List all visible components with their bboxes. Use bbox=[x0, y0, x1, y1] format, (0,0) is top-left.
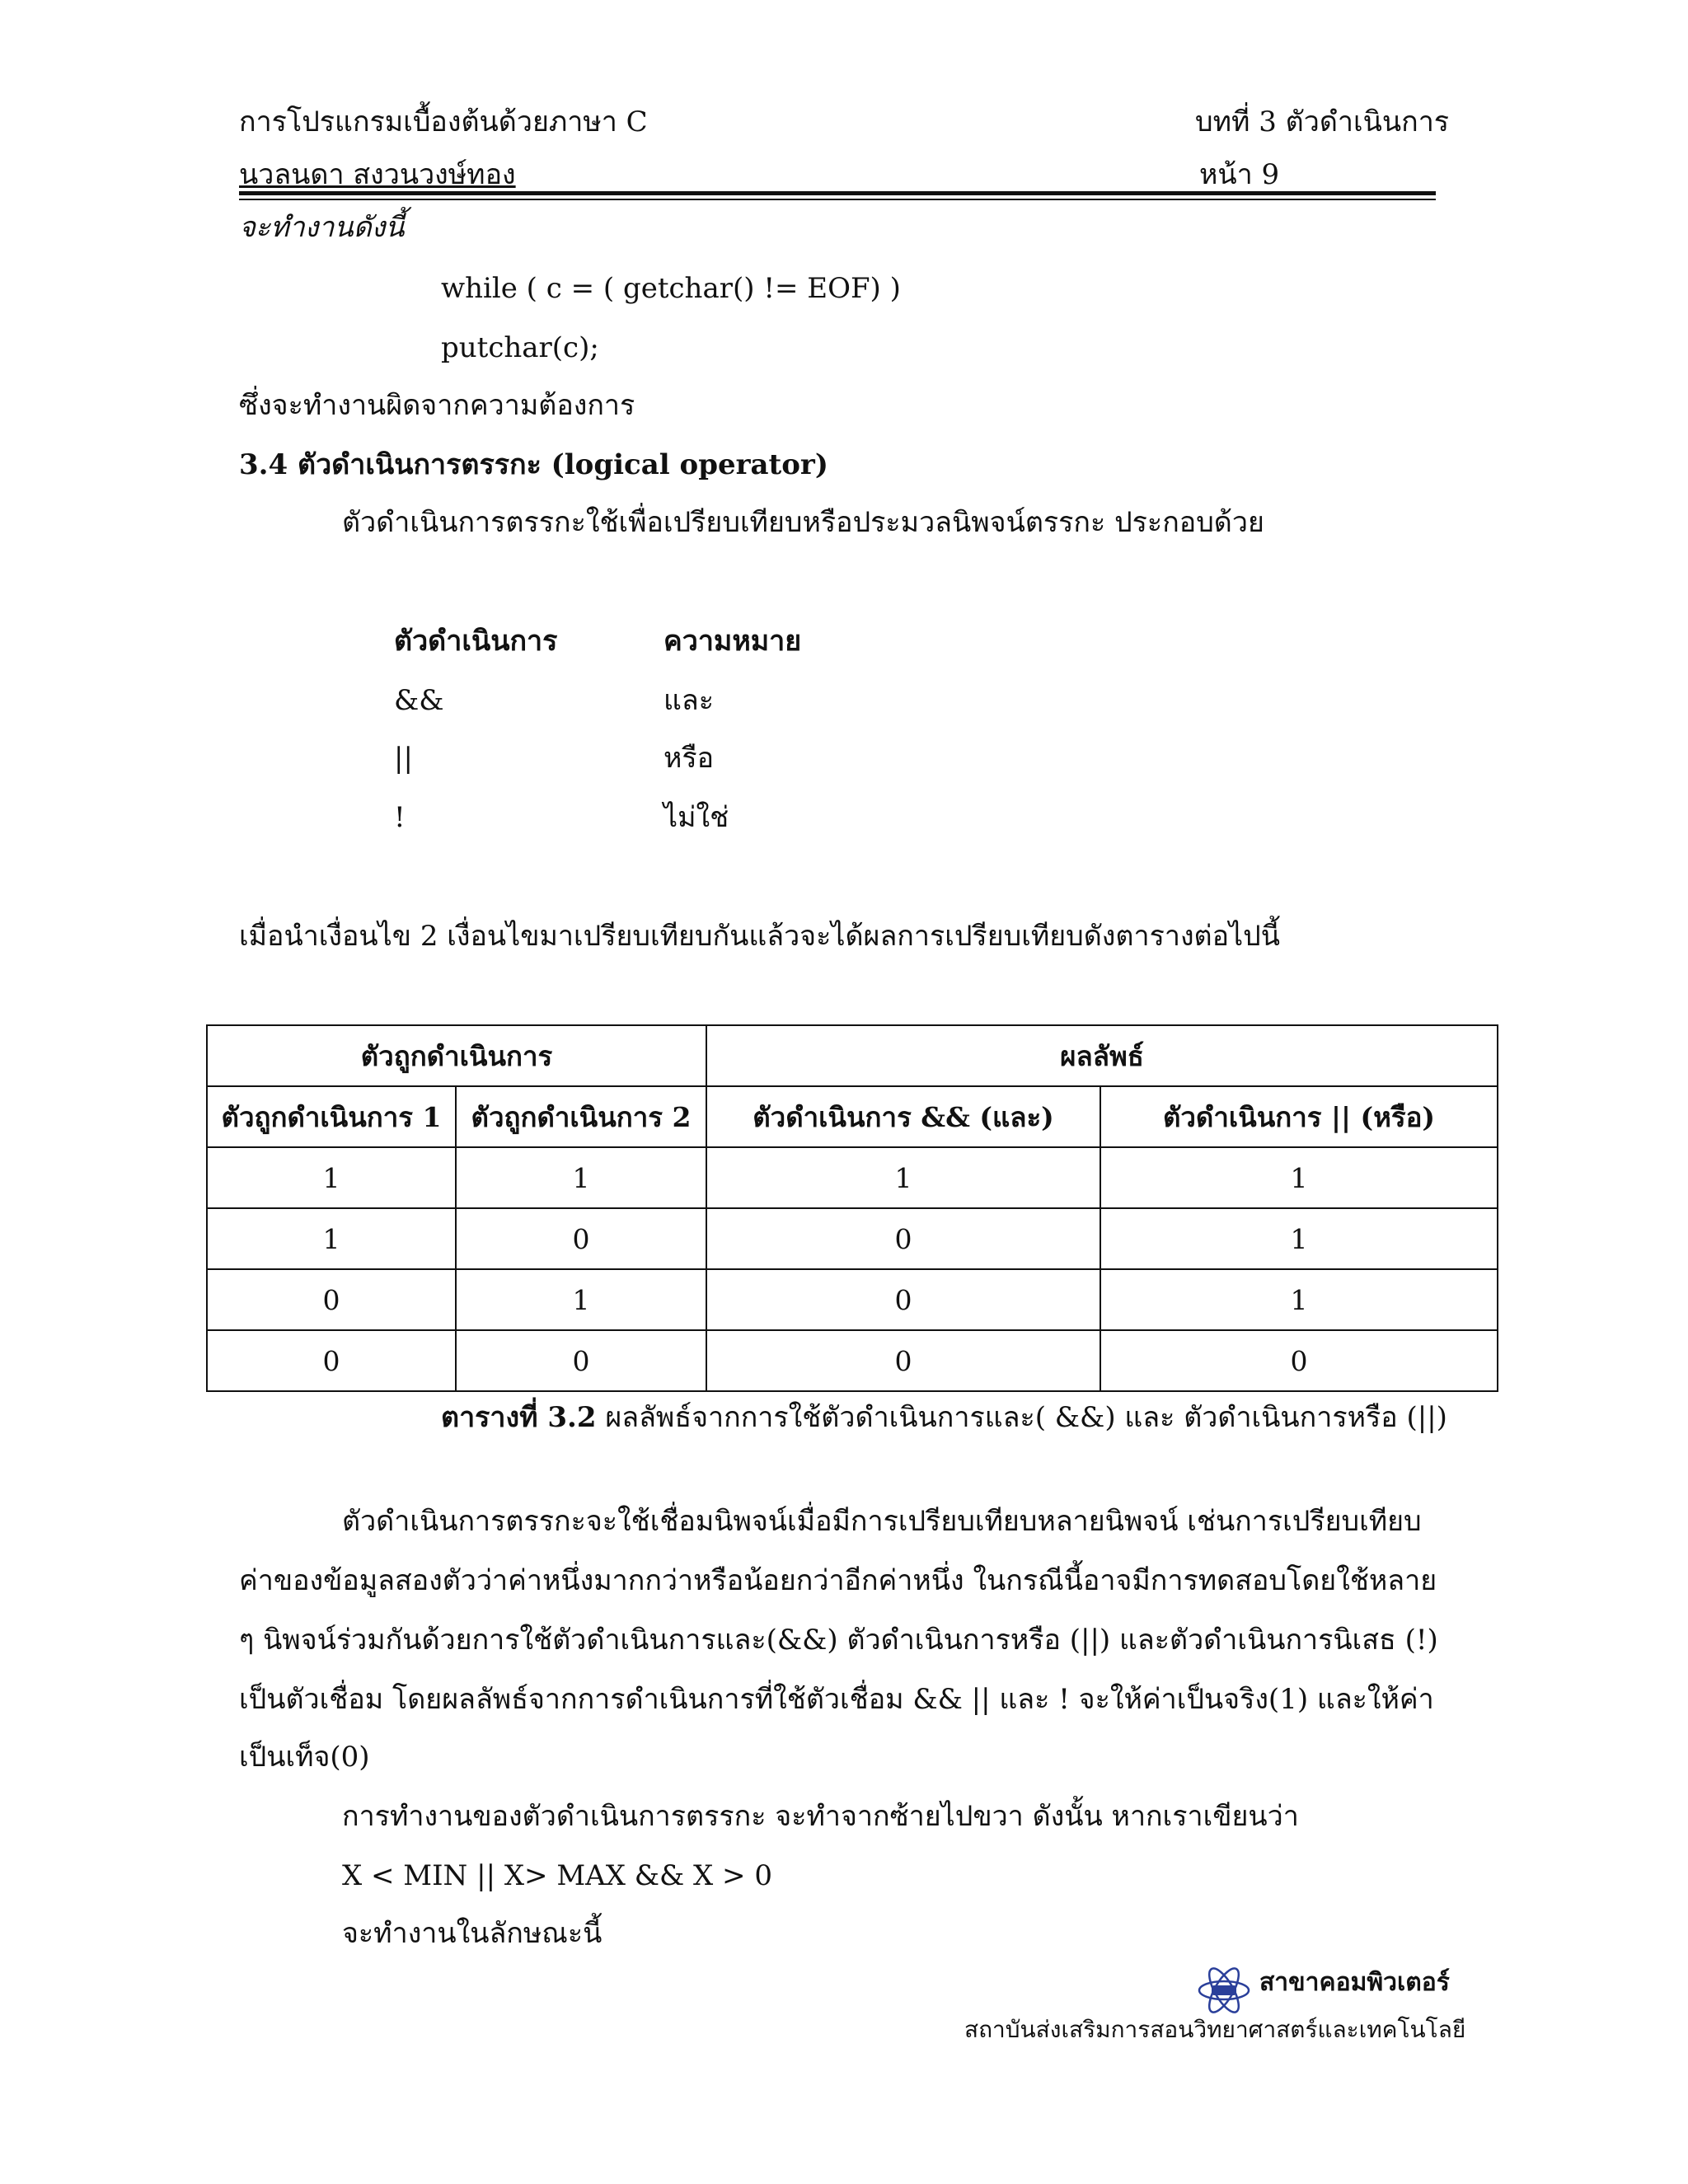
table-row bbox=[207, 1208, 1498, 1269]
header-rule-thin bbox=[239, 199, 1436, 200]
table-cell: 0 bbox=[456, 1208, 706, 1269]
op-symbol: && bbox=[394, 684, 444, 717]
table-cell: 1 bbox=[706, 1147, 1100, 1208]
table-group-header-row bbox=[207, 1025, 1498, 1086]
result-text: ซึ่งจะทำงานผิดจากความต้องการ bbox=[239, 389, 635, 422]
group-result-header: ผลลัพธ์ bbox=[706, 1025, 1498, 1086]
meaning-header: ความหมาย bbox=[663, 625, 802, 658]
column-header: ตัวดำเนินการ || (หรือ) bbox=[1100, 1086, 1498, 1147]
table-cell: 1 bbox=[207, 1208, 456, 1269]
header-page-number: หน้า 9 bbox=[1199, 158, 1280, 191]
header-author: นวลนดา สงวนวงษ์ทอง bbox=[239, 158, 516, 191]
op-symbol: ! bbox=[394, 801, 406, 834]
section-title: 3.4 ตัวดำเนินการตรรกะ (logical operator) bbox=[239, 448, 828, 481]
table-cell: 1 bbox=[456, 1147, 706, 1208]
truth-table bbox=[206, 1024, 1498, 1392]
table-cell: 1 bbox=[1100, 1147, 1498, 1208]
table-cell: 0 bbox=[706, 1208, 1100, 1269]
op-header: ตัวดำเนินการ bbox=[394, 625, 558, 658]
section-intro: ตัวดำเนินการตรรกะใช้เพื่อเปรียบเทียบหรือประมวลนิพจน์ตรรกะ ประกอบด้วย bbox=[342, 506, 1264, 539]
code-line: putchar(c); bbox=[441, 331, 599, 364]
table-cell: 0 bbox=[456, 1330, 706, 1391]
table-cell: 0 bbox=[1100, 1330, 1498, 1391]
table-caption bbox=[441, 1401, 1447, 1435]
compare-text: เมื่อนำเงื่อนไข 2 เงื่อนไขมาเปรียบเทียบกันแล้วจะได้ผลการเปรียบเทียบดังตารางต่อไปนี้ bbox=[239, 920, 1280, 953]
header-chapter: บทที่ 3 ตัวดำเนินการ bbox=[1195, 105, 1450, 138]
group-operands-header: ตัวถูกดำเนินการ bbox=[207, 1025, 706, 1086]
column-header: ตัวถูกดำเนินการ 2 bbox=[456, 1086, 706, 1147]
code-line: while ( c = ( getchar() != EOF) ) bbox=[441, 272, 901, 305]
table-cell: 1 bbox=[456, 1269, 706, 1330]
table-cell: 1 bbox=[1100, 1208, 1498, 1269]
expression-text: X < MIN || X> MAX && X > 0 bbox=[342, 1859, 772, 1892]
column-header: ตัวดำเนินการ && (และ) bbox=[706, 1086, 1100, 1147]
paragraph-line: ๆ นิพจน์ร่วมกันด้วยการใช้ตัวดำเนินการและ(&&) ตัวดำเนินการหรือ (||) และตัวดำเนินการนิเสธ (!) bbox=[239, 1624, 1438, 1657]
header-title: การโปรแกรมเบื้องต้นด้วยภาษา C bbox=[239, 105, 648, 138]
footer-institute: สถาบันส่งเสริมการสอนวิทยาศาสตร์และเทคโนโลยี bbox=[964, 2016, 1466, 2043]
intro-text: จะทำงานดังนี้ bbox=[239, 211, 405, 244]
table-cell: 0 bbox=[207, 1269, 456, 1330]
table-cell: 0 bbox=[207, 1330, 456, 1391]
op-meaning: ไม่ใช่ bbox=[663, 801, 729, 834]
table-row bbox=[207, 1330, 1498, 1391]
op-meaning: และ bbox=[663, 684, 715, 717]
table-cell: 0 bbox=[706, 1330, 1100, 1391]
table-row bbox=[207, 1147, 1498, 1208]
table-row bbox=[207, 1269, 1498, 1330]
paragraph-line: เป็นตัวเชื่อม โดยผลลัพธ์จากการดำเนินการที่ใช้ตัวเชื่อม && || และ ! จะให้ค่าเป็นจริง(1) และให้ค่า bbox=[239, 1683, 1434, 1716]
paragraph-line: ค่าของข้อมูลสองตัวว่าค่าหนึ่งมากกว่าหรือน้อยกว่าอีกค่าหนึ่ง ในกรณีนี้อาจมีการทดสอบโดยใช้หลาย bbox=[239, 1564, 1437, 1597]
table-column-header-row bbox=[207, 1086, 1498, 1147]
paragraph-text: จะทำงานในลักษณะนี้ bbox=[342, 1917, 603, 1950]
table-cell: 1 bbox=[207, 1147, 456, 1208]
table-caption-text: ผลลัพธ์จากการใช้ตัวดำเนินการและ( &&) และ ตัวดำเนินการหรือ (||) bbox=[596, 1401, 1447, 1434]
op-symbol: || bbox=[394, 742, 413, 775]
table-cell: 0 bbox=[706, 1269, 1100, 1330]
footer-department: สาขาคอมพิวเตอร์ bbox=[1259, 1968, 1450, 1997]
table-cell: 1 bbox=[1100, 1269, 1498, 1330]
paragraph-text: การทำงานของตัวดำเนินการตรรกะ จะทำจากซ้ายไปขวา ดังนั้น หากเราเขียนว่า bbox=[342, 1800, 1299, 1833]
op-meaning: หรือ bbox=[663, 742, 715, 775]
institute-logo-icon bbox=[1195, 1966, 1253, 2015]
column-header: ตัวถูกดำเนินการ 1 bbox=[207, 1086, 456, 1147]
table-caption-label: ตารางที่ 3.2 bbox=[441, 1401, 597, 1434]
paragraph-line: เป็นเท็จ(0) bbox=[239, 1741, 370, 1774]
header-rule-thick bbox=[239, 191, 1436, 195]
paragraph-line: ตัวดำเนินการตรรกะจะใช้เชื่อมนิพจน์เมื่อมีการเปรียบเทียบหลายนิพจน์ เช่นการเปรียบเทียบ bbox=[342, 1505, 1422, 1538]
